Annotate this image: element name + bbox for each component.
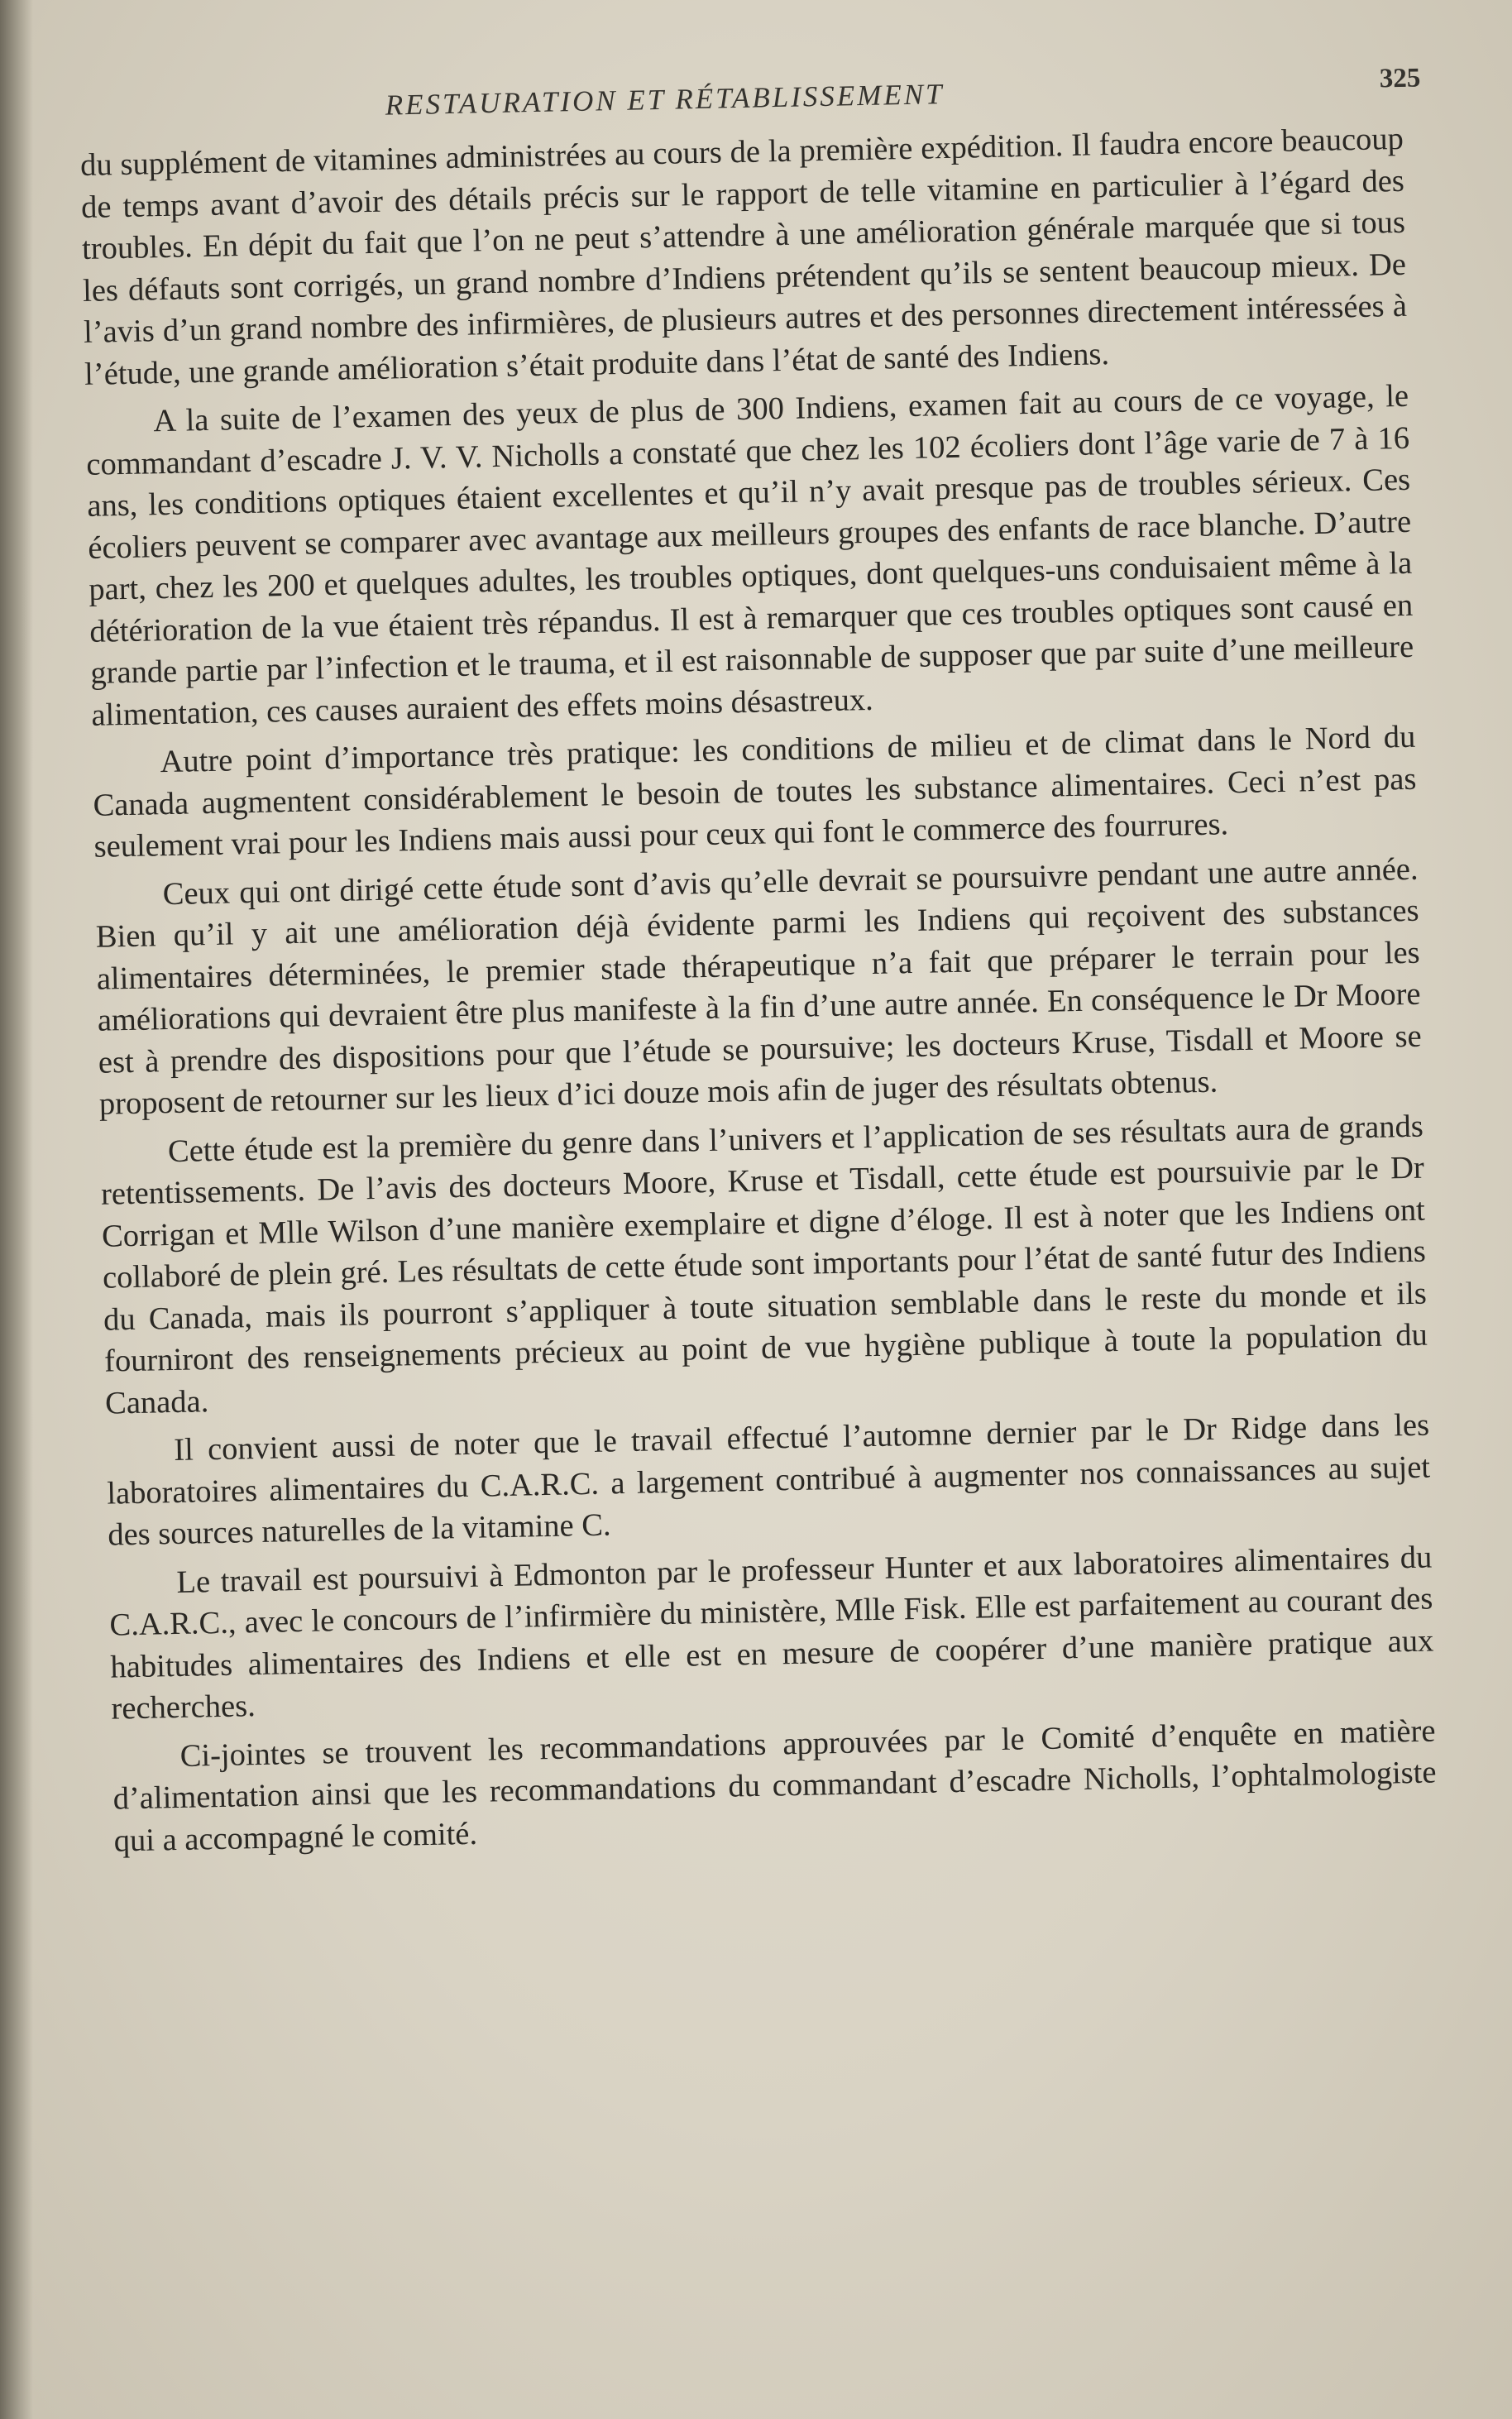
paragraph-2: A la suite de l’examen des yeux de plus de 300 Indiens, examen fait au cours de ce voyage, le commandant d’escadre J. V. V. Nicholls a constaté que chez les 102 écoliers dont l’âge varie de 7 à 16 ans, les conditions optiques étaient excellentes et qu’il n’y avait presque pas de troubles sérieux. Ces écoliers peuvent se comparer avec avantage aux meilleurs groupes des enfants de race blanche. D’autre part, chez les 200 et quelques adultes, les troubles optiques, dont quelques-uns conduisaient même à la détérioration de la vue étaient très répandus. Il est à remarquer que ces troubles optiques sont causé en grande partie par l’infection et le trauma, et il est raisonnable de supposer que par suite d’une meilleure alimentation, ces causes auraient des effets moins désastreux. bbox=[85, 378, 1414, 733]
running-title: RESTAURATION ET RÉTABLISSEMENT bbox=[385, 78, 945, 122]
book-page bbox=[79, 52, 1438, 1869]
page-number: 325 bbox=[1379, 63, 1421, 94]
binding-shadow bbox=[0, 0, 33, 2419]
paragraph-4: Ceux qui ont dirigé cette étude sont d’avis qu’elle devrait se poursuivre pendant une autre année. Bien qu’il y ait une amélioration déjà évidente parmi les Indiens qui reçoivent des substances alimentaires déterminées, le premier stade thérapeutique n’a fait que préparer le terrain pour les améliorations qui devraient être plus manifeste à la fin d’une autre année. En conséquence le Dr Moore est à prendre des dispositions pour que l’étude se poursuive; les docteurs Kruse, Tisdall et Moore se proposent de retourner sur les lieux d’ici douze mois afin de juger des résultats obtenus. bbox=[95, 851, 1422, 1122]
paragraph-5: Cette étude est la première du genre dans l’univers et l’application de ses résultats aura de grands retentissements. De l’avis des docteurs Moore, Kruse et Tisdall, cette étude est poursuivie par le Dr Corrigan et Mlle Wilson d’une manière exemplaire et digne d’éloge. Il est à noter que les Indiens ont collaboré de plein gré. Les résultats de cette étude sont importants pour l’état de santé futur des Indiens du Canada, mais ils pourront s’appliquer à toute situation semblable dans le reste du monde et ils fourniront des renseignements précieux au point de vue hygiène publique à toute la population du Canada. bbox=[100, 1109, 1428, 1421]
paragraph-1: du supplément de vitamines administrées au cours de la première expédition. Il faudra encore beaucoup de temps avant d’avoir des détails précis sur le rapport de telle vitamine en particulier à l’égard des troubles. En dépit du fait que l’on ne peut s’attendre à une amélioration générale marquée que si tous les défauts sont corrigés, un grand nombre d’Indiens prétendent qu’ils se sentent beaucoup mieux. De l’avis d’un grand nombre des infirmières, de plusieurs autres et des personnes directement intéressées à l’étude, une grande amélioration s’était produite dans l’état de santé des Indiens. bbox=[79, 121, 1408, 392]
paragraph-8: Ci-jointes se trouvent les recommandations approuvées par le Comité d’enquête en matière d’alimentation ainsi que les recommandations du commandant d’escadre Nicholls, l’ophtalmologiste qui a accompagné le comité. bbox=[112, 1712, 1437, 1859]
paragraph-6: Il convient aussi de noter que le travail effectué l’automne dernier par le Dr Ridge dans les laboratoires alimentaires du C.A.R.C. a largement contribué à augmenter nos connaissances au sujet des sources naturelles de la vitamine C. bbox=[106, 1407, 1431, 1553]
paragraph-7: Le travail est poursuivi à Edmonton par le professeur Hunter et aux laboratoires alimentaires du C.A.R.C., avec le concours de l’infirmière du ministère, Mlle Fisk. Elle est parfaitement au courant des habitudes alimentaires des Indiens et elle est en mesure de coopérer d’une manière pratique aux recherches. bbox=[109, 1540, 1434, 1727]
body-text bbox=[80, 118, 1438, 1862]
paragraph-3: Autre point d’importance très pratique: les conditions de milieu et de climat dans le Nord du Canada augmentent considérablement le besoin de toutes les substance alimentaires. Ceci n’est pas seulement vrai pour les Indiens mais aussi pour ceux qui font le commerce des fourrures. bbox=[93, 719, 1417, 865]
